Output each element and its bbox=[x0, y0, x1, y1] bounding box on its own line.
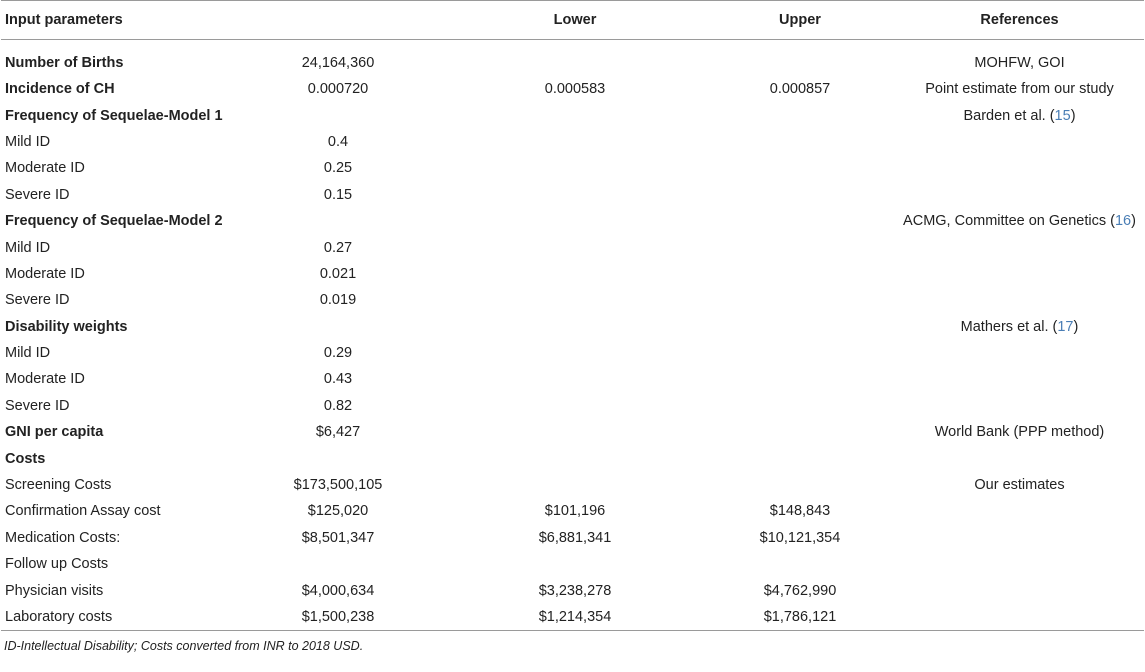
row-value bbox=[231, 102, 445, 128]
row-reference bbox=[895, 314, 1144, 340]
row-label: Confirmation Assay cost bbox=[5, 503, 161, 520]
row-reference bbox=[895, 129, 1144, 155]
row-value: 0.15 bbox=[323, 186, 353, 203]
row-value: $1,500,238 bbox=[231, 604, 445, 631]
row-value: 0.021 bbox=[319, 265, 357, 282]
row-lower: $1,214,354 bbox=[445, 604, 705, 631]
row-label: Frequency of Sequelae-Model 2 bbox=[5, 213, 223, 230]
row-reference: Our estimates bbox=[974, 477, 1065, 494]
row-reference bbox=[895, 340, 1144, 366]
row-lower bbox=[445, 472, 705, 498]
header-row bbox=[1, 1, 1144, 40]
row-reference bbox=[895, 261, 1144, 287]
row-label: Screening Costs bbox=[5, 477, 112, 494]
table-row bbox=[1, 102, 1144, 128]
row-upper bbox=[705, 472, 895, 498]
row-upper bbox=[705, 234, 895, 260]
header-lower: Lower bbox=[445, 1, 705, 40]
row-upper: $10,121,354 bbox=[759, 529, 841, 546]
row-reference: World Bank (PPP method) bbox=[934, 424, 1105, 441]
row-value: $125,020 bbox=[307, 503, 369, 520]
table-row bbox=[1, 182, 1144, 208]
row-value: 0.27 bbox=[323, 239, 353, 256]
table-row bbox=[1, 314, 1144, 340]
citation-link[interactable]: 16 bbox=[1114, 213, 1132, 230]
table-row bbox=[1, 261, 1144, 287]
row-lower: 0.000583 bbox=[544, 81, 606, 98]
table-row bbox=[1, 76, 1144, 102]
row-lower bbox=[445, 445, 705, 471]
row-lower bbox=[445, 155, 705, 181]
table-row bbox=[1, 577, 1144, 603]
row-lower bbox=[445, 393, 705, 419]
row-reference bbox=[895, 551, 1144, 577]
reference-text: ACMG, Committee on Genetics ( bbox=[903, 213, 1115, 230]
row-reference bbox=[895, 577, 1144, 603]
row-upper: $1,786,121 bbox=[705, 604, 895, 631]
row-upper: $4,762,990 bbox=[763, 582, 837, 599]
row-lower bbox=[445, 182, 705, 208]
citation-close-paren: ) bbox=[1070, 107, 1076, 124]
row-reference bbox=[895, 208, 1144, 234]
row-value: 0.43 bbox=[323, 371, 353, 388]
row-upper bbox=[705, 208, 895, 234]
row-reference bbox=[895, 234, 1144, 260]
citation-close-paren: ) bbox=[1131, 213, 1136, 230]
row-label: Follow up Costs bbox=[5, 556, 109, 573]
row-upper bbox=[705, 445, 895, 471]
row-label: Costs bbox=[5, 450, 46, 467]
row-upper bbox=[705, 366, 895, 392]
row-lower bbox=[445, 340, 705, 366]
row-lower: $3,238,278 bbox=[538, 582, 612, 599]
row-label: Incidence of CH bbox=[5, 81, 115, 98]
row-label: Mild ID bbox=[5, 239, 51, 256]
citation-link[interactable]: 17 bbox=[1057, 318, 1074, 335]
row-label: Number of Births bbox=[5, 55, 124, 71]
header-references: References bbox=[895, 1, 1144, 40]
row-lower bbox=[445, 419, 705, 445]
row-reference bbox=[895, 102, 1144, 128]
row-reference bbox=[895, 287, 1144, 313]
row-lower bbox=[445, 287, 705, 313]
row-label: Severe ID bbox=[5, 397, 70, 414]
row-value: 24,164,360 bbox=[301, 55, 375, 71]
row-upper bbox=[705, 155, 895, 181]
row-value bbox=[231, 551, 445, 577]
row-upper: $148,843 bbox=[769, 503, 831, 520]
row-label: GNI per capita bbox=[5, 424, 104, 441]
row-lower bbox=[445, 234, 705, 260]
row-reference: MOHFW, GOI bbox=[974, 55, 1065, 71]
row-label: Severe ID bbox=[5, 186, 70, 203]
header-upper: Upper bbox=[705, 1, 895, 40]
row-upper bbox=[705, 182, 895, 208]
row-reference bbox=[895, 155, 1144, 181]
table-body bbox=[1, 40, 1144, 631]
row-value: 0.019 bbox=[319, 292, 357, 309]
row-upper bbox=[705, 261, 895, 287]
row-value bbox=[231, 208, 445, 234]
row-reference: Point estimate from our study bbox=[925, 81, 1114, 98]
table-row bbox=[1, 40, 1144, 77]
row-lower bbox=[445, 102, 705, 128]
row-lower bbox=[445, 129, 705, 155]
row-upper bbox=[705, 393, 895, 419]
row-upper bbox=[705, 419, 895, 445]
row-label: Frequency of Sequelae-Model 1 bbox=[5, 107, 223, 124]
row-upper bbox=[705, 40, 895, 77]
row-upper bbox=[705, 551, 895, 577]
row-value bbox=[231, 445, 445, 471]
row-lower bbox=[445, 40, 705, 77]
row-upper bbox=[705, 287, 895, 313]
row-lower: $101,196 bbox=[544, 503, 606, 520]
row-label: Disability weights bbox=[5, 318, 128, 335]
table-header bbox=[1, 1, 1144, 40]
table-row bbox=[1, 366, 1144, 392]
row-reference bbox=[895, 498, 1144, 524]
row-label: Medication Costs: bbox=[5, 529, 121, 546]
table-row bbox=[1, 551, 1144, 577]
table-row bbox=[1, 498, 1144, 524]
row-reference bbox=[895, 604, 1144, 631]
row-lower bbox=[445, 261, 705, 287]
row-lower: $6,881,341 bbox=[538, 529, 612, 546]
row-reference bbox=[895, 445, 1144, 471]
input-parameters-table bbox=[1, 0, 1144, 631]
row-lower bbox=[445, 208, 705, 234]
row-lower bbox=[445, 366, 705, 392]
row-upper bbox=[705, 102, 895, 128]
table-row bbox=[1, 234, 1144, 260]
table-row bbox=[1, 604, 1144, 631]
row-lower bbox=[445, 551, 705, 577]
row-value: 0.25 bbox=[323, 160, 353, 177]
reference-text: Mathers et al. ( bbox=[960, 318, 1058, 335]
table-row bbox=[1, 419, 1144, 445]
row-label: Severe ID bbox=[5, 292, 70, 309]
citation-close-paren: ) bbox=[1073, 318, 1079, 335]
row-value: $8,501,347 bbox=[301, 529, 375, 546]
row-label: Moderate ID bbox=[5, 265, 85, 282]
citation-link[interactable]: 15 bbox=[1054, 107, 1071, 124]
table-row bbox=[1, 525, 1144, 551]
row-label: Moderate ID bbox=[5, 371, 85, 388]
table-row bbox=[1, 208, 1144, 234]
row-label: Mild ID bbox=[5, 345, 51, 362]
table-row bbox=[1, 155, 1144, 181]
row-label: Physician visits bbox=[5, 582, 104, 599]
table-row bbox=[1, 393, 1144, 419]
table-row bbox=[1, 129, 1144, 155]
row-value: 0.29 bbox=[323, 345, 353, 362]
row-lower bbox=[445, 314, 705, 340]
row-value: $173,500,105 bbox=[293, 477, 383, 494]
row-upper: 0.000857 bbox=[769, 81, 831, 98]
table-row bbox=[1, 445, 1144, 471]
row-upper bbox=[705, 314, 895, 340]
row-reference bbox=[895, 182, 1144, 208]
row-label: Laboratory costs bbox=[1, 604, 231, 631]
reference-text: Barden et al. ( bbox=[963, 107, 1055, 124]
table-row bbox=[1, 472, 1144, 498]
row-reference bbox=[895, 366, 1144, 392]
row-value: 0.4 bbox=[327, 133, 349, 150]
row-label: Moderate ID bbox=[5, 160, 85, 177]
row-reference bbox=[895, 525, 1144, 551]
table-footnote: ID-Intellectual Disability; Costs converted from INR to 2018 USD. bbox=[4, 639, 364, 654]
header-value bbox=[231, 1, 445, 40]
row-value: 0.000720 bbox=[307, 81, 369, 98]
row-value: $4,000,634 bbox=[301, 582, 375, 599]
header-input-parameters: Input parameters bbox=[1, 1, 231, 40]
row-value: $6,427 bbox=[315, 424, 361, 441]
row-label: Mild ID bbox=[5, 133, 51, 150]
row-reference bbox=[895, 393, 1144, 419]
row-upper bbox=[705, 340, 895, 366]
row-value: 0.82 bbox=[323, 397, 353, 414]
row-upper bbox=[705, 129, 895, 155]
table-row bbox=[1, 340, 1144, 366]
table-row bbox=[1, 287, 1144, 313]
row-value bbox=[231, 314, 445, 340]
